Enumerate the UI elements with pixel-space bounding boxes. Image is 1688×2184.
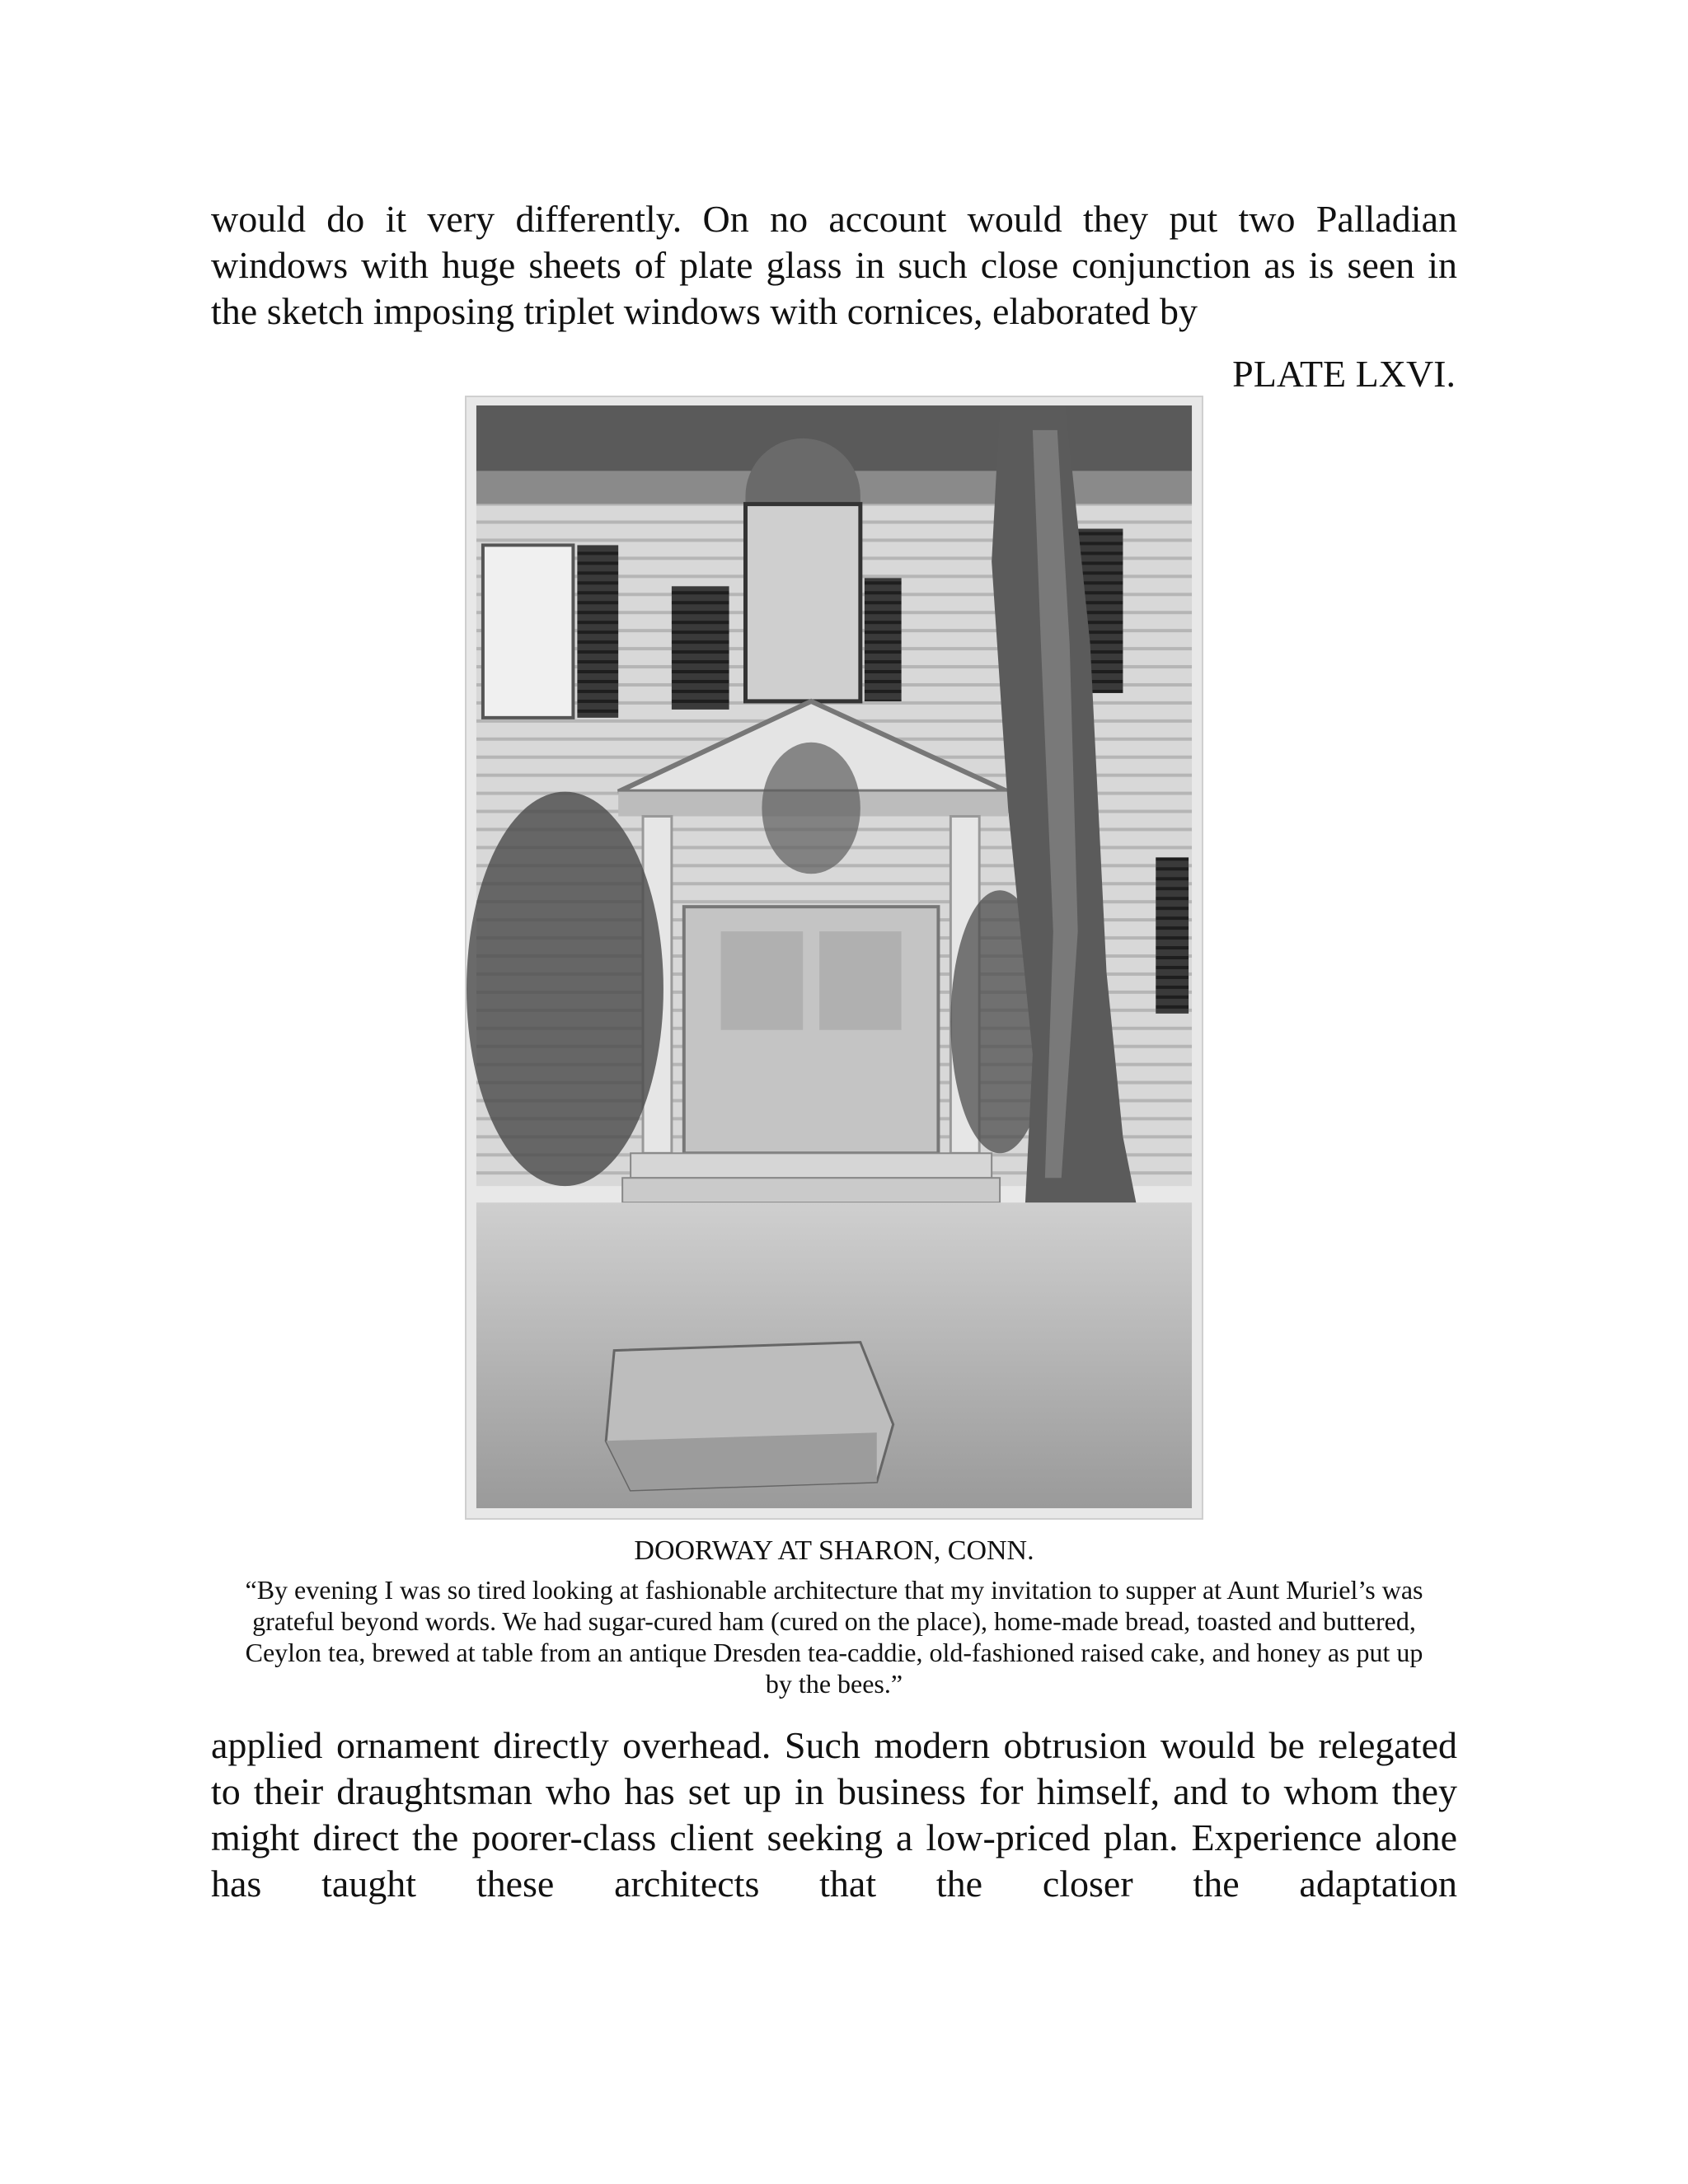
photograph-doorway (465, 396, 1203, 1520)
photo-caption-title: DOORWAY AT SHARON, CONN. (634, 1535, 1034, 1566)
plate-label: PLATE LXVI. (1232, 353, 1456, 395)
body-text-top: would do it very differently. On no account would they put two Palladian windows with huge sheets of plate glass in such close conjunction as is seen in the sketch imposing triplet windows with cornices, elaborated by (211, 198, 1457, 332)
photo-caption-quote: “By evening I was so tired looking at fashionable architecture that my invitation to supper at Aunt Muriel’s was grateful beyond words. We had sugar-cured ham (cured on the place), home-made bread, toasted and buttered, Ceylon tea, brewed at table from an antique Dresden tea-caddie, old-fashioned raised cake, and honey as put up by the bees.” (245, 1575, 1423, 1699)
doorway-photo-illustration (467, 397, 1202, 1518)
body-text-bottom: applied ornament directly overhead. Such modern obtrusion would be relegated to their draughtsman who has set up in business for himself, and to whom they might direct the poorer-class client seeking a low-priced plan. Experience alone has taught these architects that the closer the adaptation (211, 1724, 1457, 1905)
